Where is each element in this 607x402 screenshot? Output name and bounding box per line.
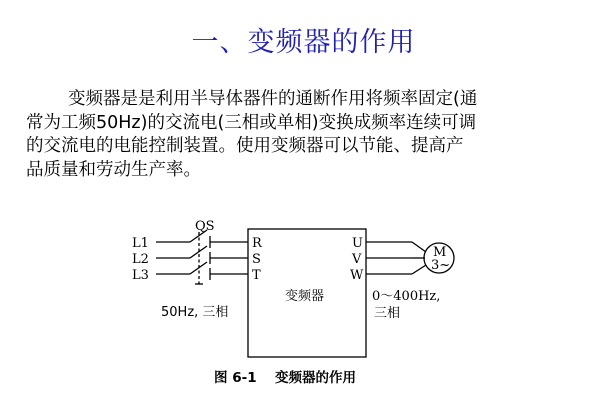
- terminal-s: S: [252, 252, 261, 267]
- output-spec-frequency: 0～400Hz,: [372, 289, 441, 304]
- paragraph-line: 变频器是是利用半导体器件的通断作用将频率固定(通: [68, 89, 478, 109]
- line-label-l2: L2: [132, 252, 149, 267]
- line-label-l1: L1: [132, 236, 149, 251]
- inverter-label: 变频器: [285, 289, 325, 304]
- terminal-w: W: [350, 268, 364, 283]
- line-label-l3: L3: [132, 268, 149, 283]
- paragraph-line: 常为工频50Hz)的交流电(三相或单相)变换成频率连续可调: [26, 112, 477, 133]
- motor-phase-label: 3~: [431, 258, 451, 273]
- output-spec-phase: 三相: [374, 306, 401, 321]
- figure-caption-text: 变频器的作用: [275, 370, 356, 386]
- paragraph-line: 品质量和劳动生产率。: [26, 159, 201, 180]
- terminal-v: V: [352, 252, 362, 267]
- motor-label: M: [433, 245, 447, 260]
- terminal-t: T: [252, 268, 261, 283]
- terminal-u: U: [352, 236, 363, 251]
- figure-caption-number: 图 6-1: [214, 370, 257, 386]
- paragraph-line: 的交流电的电能控制装置。使用变频器可以节能、提高产: [26, 136, 464, 156]
- terminal-r: R: [252, 236, 262, 251]
- switch-qs: [190, 230, 210, 284]
- input-spec: 50Hz, 三相: [161, 305, 229, 320]
- page-title: 一、变频器的作用: [191, 27, 416, 58]
- switch-label: QS: [195, 219, 215, 234]
